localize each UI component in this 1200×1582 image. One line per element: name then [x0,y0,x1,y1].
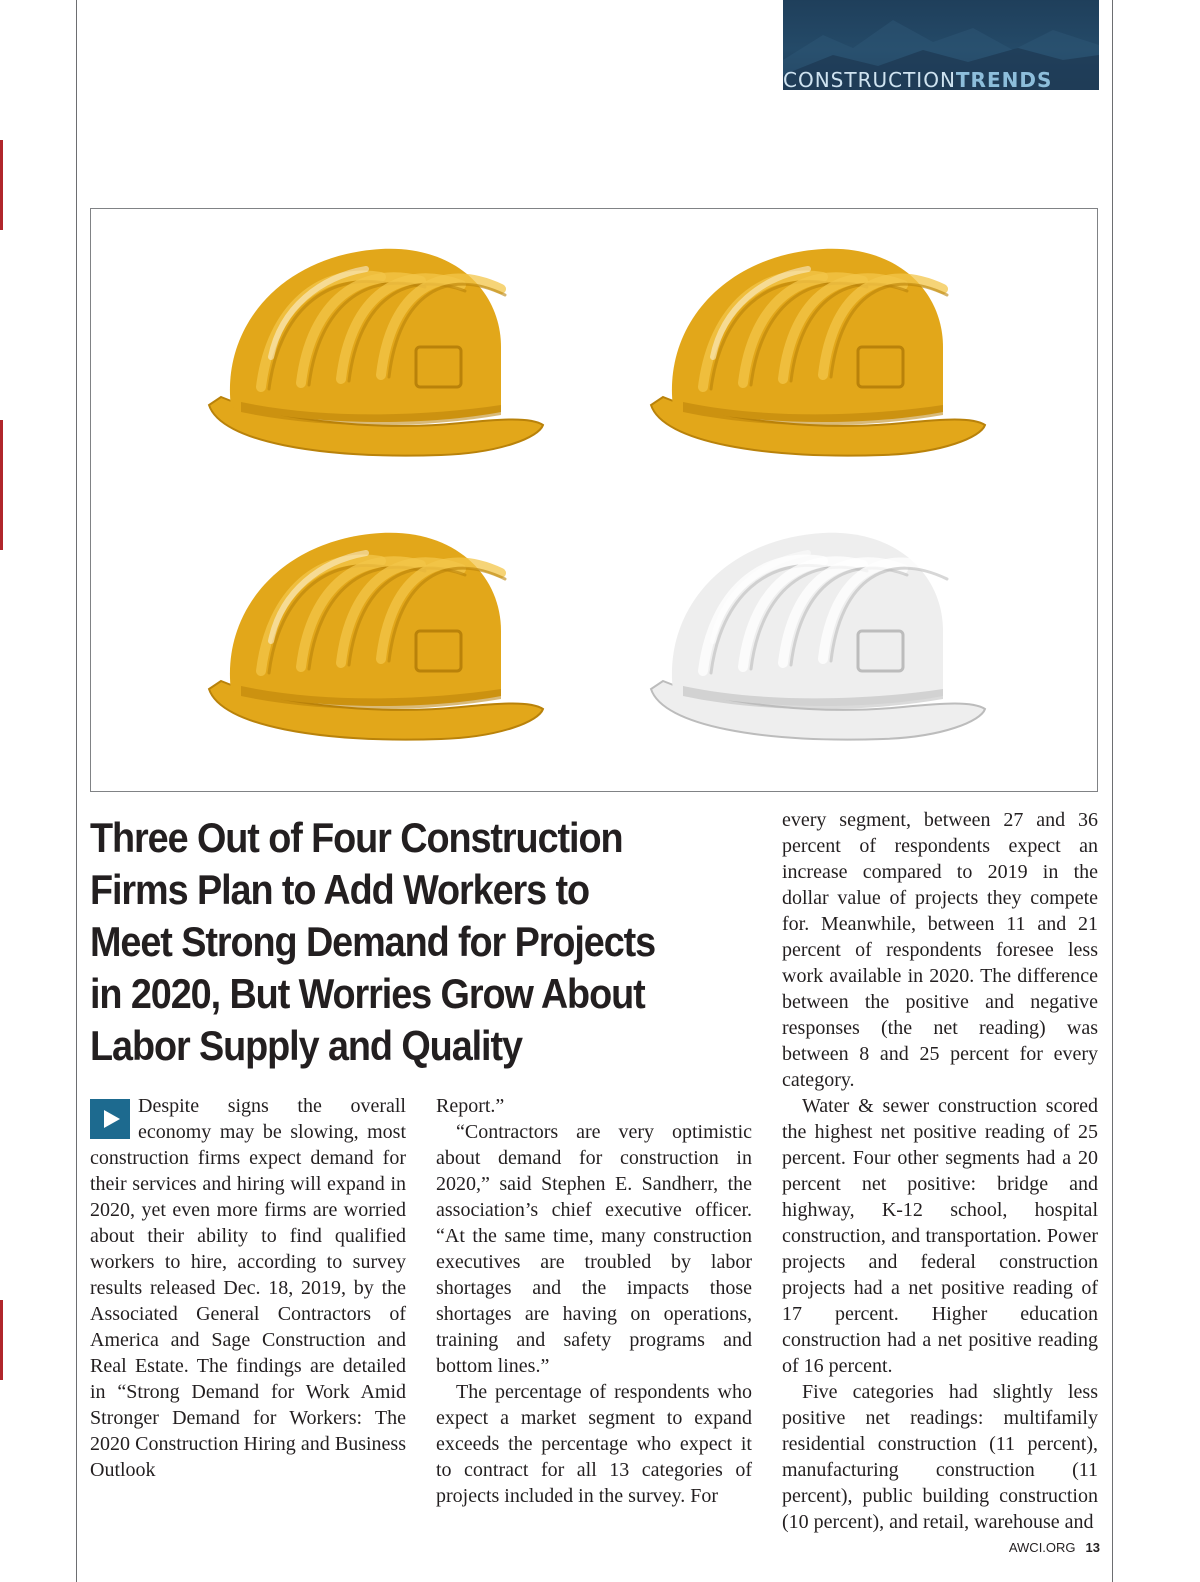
headline-line: Three Out of Four Construction [90,814,623,861]
body-paragraph: Water & sewer construction scored the highest net positive reading of 25 percent. Four other segments had a 20 percent net positive: bridge and highway, K-12 school, hospital construction, and transportation. Power projects and federal construction projects had a net positive reading of 17 percent. Higher education construction had a net positive reading of 16 percent. [782,1095,1098,1377]
body-column-2 [436,1093,752,1509]
body-paragraph: Despite signs the overall economy may be slowing, most construction firms expect demand for their services and hiring will expand in 2020, yet even more firms are worried about their ability to find qualified workers to hire, according to survey results released Dec. 18, 2019, by the Associated General Contractors of America and Sage Construction and Real Estate. The findings are detailed in “Strong Demand for Work Amid Stronger Demand for Workers: The 2020 Construction Hiring and Business Outlook [90,1095,406,1481]
yellow-hard-hat-image [201,521,551,751]
headline-line: Meet Strong Demand for Projects [90,918,656,965]
right-margin-rule [1112,0,1113,1582]
page-edge-mark [0,420,3,550]
headline-line: Labor Supply and Quality [90,1022,522,1069]
article-headline [90,812,684,1072]
body-paragraph: Report.” [436,1095,505,1117]
body-paragraph: The percentage of respondents who expect a market segment to expand exceeds the percentage who expect it to contract for all 13 categories of projects included in the survey. For [436,1381,752,1507]
play-arrow-icon [90,1099,130,1139]
left-margin-rule [76,0,77,1582]
page-edge-mark [0,1300,3,1380]
body-paragraph: Five categories had slightly less positive net readings: multifamily residential construction (11 percent), manufacturing construction (11 percent), public building construction (10 percent), and retail, warehouse and [782,1381,1098,1533]
body-paragraph: “Contractors are very optimistic about demand for construction in 2020,” said Stephen E. Sandherr, the association’s chief executive officer. “At the same time, many construction executives are troubled by labor shortages and the impacts those shortages are having on operations, training and safety programs and bottom lines.” [436,1121,752,1377]
page-number: 13 [1085,1540,1100,1555]
body-paragraph: every segment, between 27 and 36 percent of respondents expect an increase compared to 2019 in the dollar value of projects they compete for. Meanwhile, between 11 and 21 percent of respondents foresee less work available in 2020. The difference between the positive and negative responses (the net reading) was between 8 and 25 percent for every category. [782,809,1098,1091]
section-label-construction: CONSTRUCTION [783,68,956,92]
body-column-3 [782,807,1098,1535]
section-label [783,68,1099,92]
headline-line: in 2020, But Worries Grow About [90,970,645,1017]
yellow-hard-hat-image [201,237,551,467]
yellow-hard-hat-image [643,237,993,467]
page-footer [900,1540,1100,1555]
body-column-1 [90,1093,406,1483]
footer-site: AWCI.ORG [1008,1540,1076,1555]
hard-hats-photo [90,208,1098,792]
white-hard-hat-image [643,521,993,751]
page-edge-mark [0,140,3,230]
section-label-trends: TRENDS [955,68,1053,92]
headline-line: Firms Plan to Add Workers to [90,866,590,913]
